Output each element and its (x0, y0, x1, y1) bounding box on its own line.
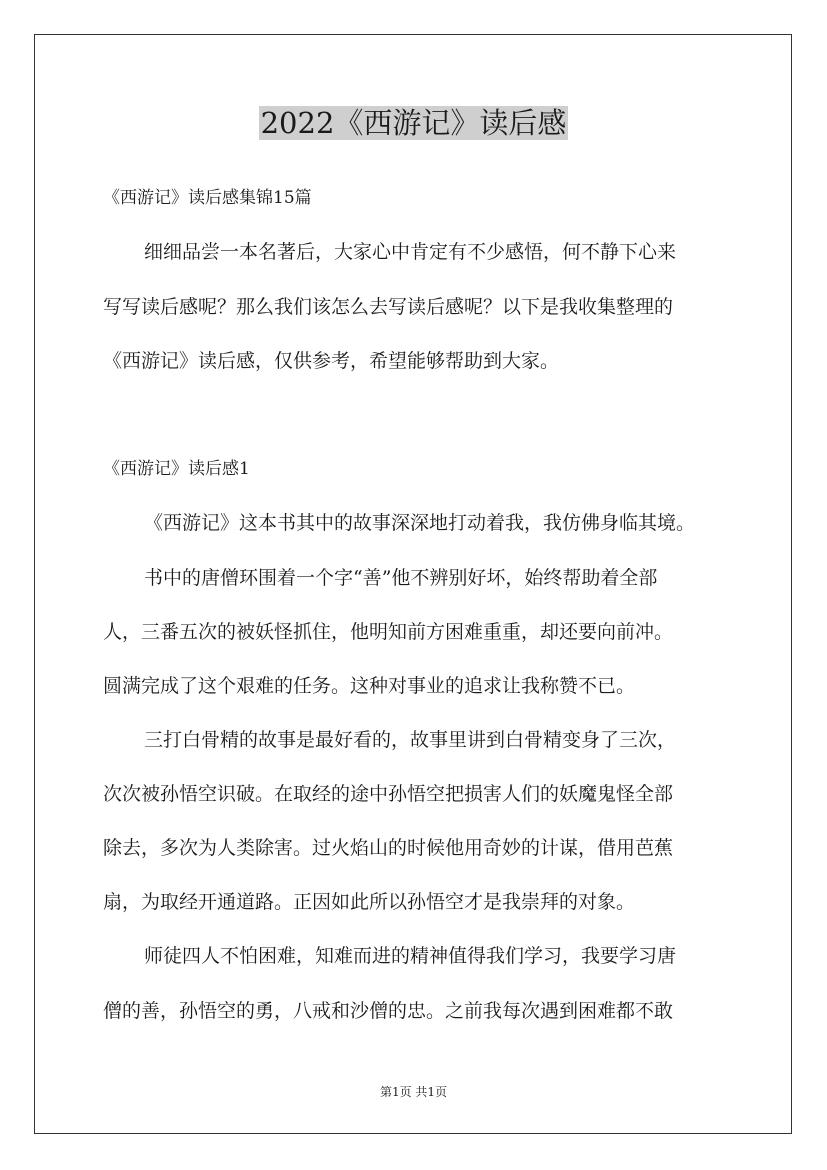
body-line: 人，三番五次的被妖怪抓住，他明知前方困难重重，却还要向前冲。 (103, 621, 674, 643)
body-line: 圆满完成了这个艰难的任务。这种对事业的追求让我称赞不已。 (103, 675, 636, 697)
document-subtitle: 《西游记》读后感集锦15篇 (103, 188, 312, 208)
intro-line: 写写读后感呢？那么我们该怎么去写读后感呢？以下是我收集整理的 (103, 296, 674, 318)
intro-line: 细细品尝一本名著后，大家心中肯定有不少感悟，何不静下心来 (144, 241, 677, 263)
intro-line: 《西游记》读后感，仅供参考，希望能够帮助到大家。 (103, 350, 560, 372)
body-line: 除去，多次为人类除害。过火焰山的时候他用奇妙的计谋，借用芭蕉 (103, 837, 674, 859)
section-heading: 《西游记》读后感1 (103, 459, 250, 479)
body-line: 《西游记》这本书其中的故事深深地打动着我，我仿佛身临其境。 (144, 512, 696, 534)
page-footer: 第1页 共1页 (379, 1085, 448, 1099)
body-line: 师徒四人不怕困难，知难而进的精神值得我们学习，我要学习唐 (144, 945, 677, 967)
document-title-text: 2022《西游记》读后感 (260, 106, 567, 140)
body-line: 扇，为取经开通道路。正因如此所以孙悟空才是我崇拜的对象。 (103, 891, 636, 913)
body-line: 僧的善，孙悟空的勇，八戒和沙僧的忠。之前我每次遇到困难都不敢 (103, 1000, 674, 1022)
document-title (0, 103, 827, 143)
body-line: 书中的唐僧环围着一个字“善”他不辨别好坏，始终帮助着全部 (144, 567, 658, 589)
body-line: 次次被孙悟空识破。在取经的途中孙悟空把损害人们的妖魔鬼怪全部 (103, 783, 674, 805)
body-line: 三打白骨精的故事是最好看的，故事里讲到白骨精变身了三次， (144, 729, 677, 751)
